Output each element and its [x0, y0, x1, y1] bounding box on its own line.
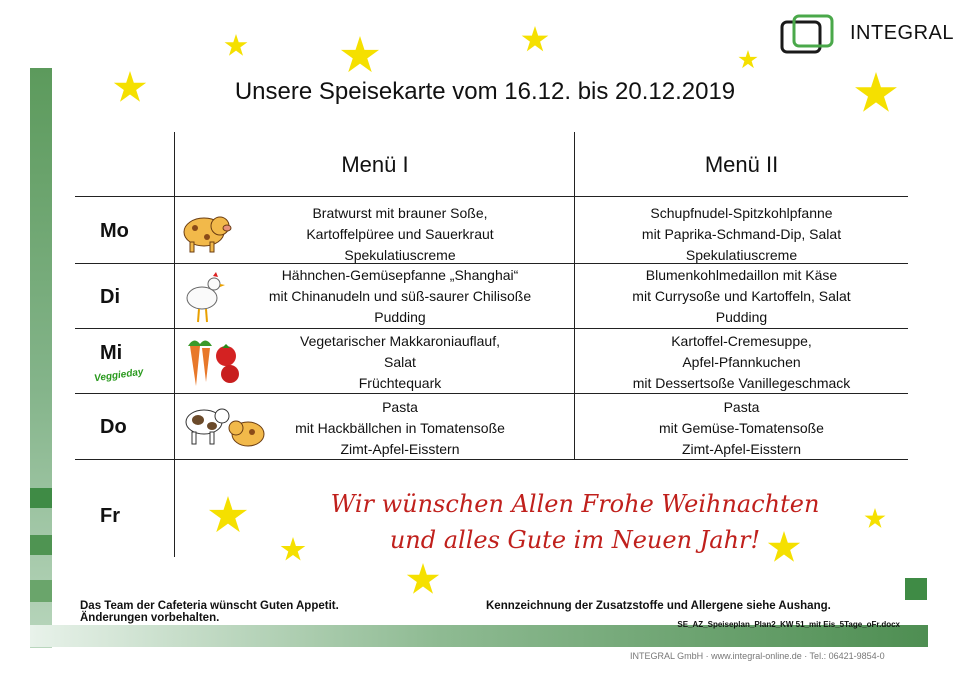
star-icon — [341, 36, 379, 72]
logo-text: INTEGRAL — [850, 22, 955, 44]
menu-cell: Vegetarischer Makkaroniauflauf, Salat Früchtequark — [300, 333, 500, 391]
star-icon — [738, 50, 757, 68]
menu1-header: Menü I — [341, 152, 409, 177]
day-label: Di — [100, 286, 120, 308]
page-title: Unsere Speisekarte vom 16.12. bis 20.12.2019 — [234, 78, 736, 105]
veggieday-badge: Veggieday — [93, 366, 145, 385]
integral-logo-icon — [780, 14, 850, 56]
footer-allergen-note: Kennzeichnung der Zusatzstoffe und Allergene siehe Aushang. — [486, 600, 831, 612]
footer-company: INTEGRAL GmbH · www.integral-online.de · Tel.: 06421-9854-0 — [630, 651, 885, 661]
star-icon — [225, 34, 248, 56]
table-divider — [75, 196, 908, 197]
day-label: Mo — [100, 220, 129, 242]
menu-cell: Schupfnudel-Spitzkohlpfanne mit Paprika-Schmand-Dip, Salat Spekulatiuscreme — [641, 205, 842, 263]
chicken-icon — [180, 272, 226, 326]
star-icon — [209, 496, 247, 532]
menu-cell: Bratwurst mit brauner Soße, Kartoffelpüree und Sauerkraut Spekulatiuscreme — [306, 205, 494, 263]
star-icon — [407, 563, 439, 594]
star-icon — [114, 71, 146, 102]
menu-cell: Pasta mit Gemüse-Tomatensoße Zimt-Apfel-Eisstern — [659, 399, 824, 457]
day-label: Do — [100, 416, 127, 438]
star-icon — [855, 72, 897, 112]
star-icon — [522, 26, 549, 51]
day-label: Mi — [100, 342, 123, 364]
menu-cell: Pasta mit Hackbällchen in Tomatensoße Zimt-Apfel-Eisstern — [295, 399, 505, 457]
day-label: Fr — [100, 505, 120, 527]
footer-left: Das Team der Cafeteria wünscht Guten Appetit. Änderungen vorbehalten. — [80, 600, 339, 624]
footer-filename: SE_AZ_Speiseplan_Plan2_KW 51_mit Eis_5Tage_oFr.docx — [677, 620, 900, 629]
table-divider — [75, 328, 908, 329]
menu-cell: Hähnchen-Gemüsepfanne „Shanghai“ mit Chinanudeln und süß-saurer Chilisoße Pudding — [268, 267, 532, 325]
menu2-header: Menü II — [704, 152, 779, 177]
menu-cell: Blumenkohlmedaillon mit Käse mit Currysoße und Kartoffeln, Salat Pudding — [632, 267, 851, 325]
menu-cell: Kartoffel-Cremesuppe, Apfel-Pfannkuchen mit Dessertsoße Vanillegeschmack — [632, 333, 851, 391]
holiday-greeting: Wir wünschen Allen Frohe Weihnachten und alles Gute im Neuen Jahr! — [330, 490, 820, 554]
